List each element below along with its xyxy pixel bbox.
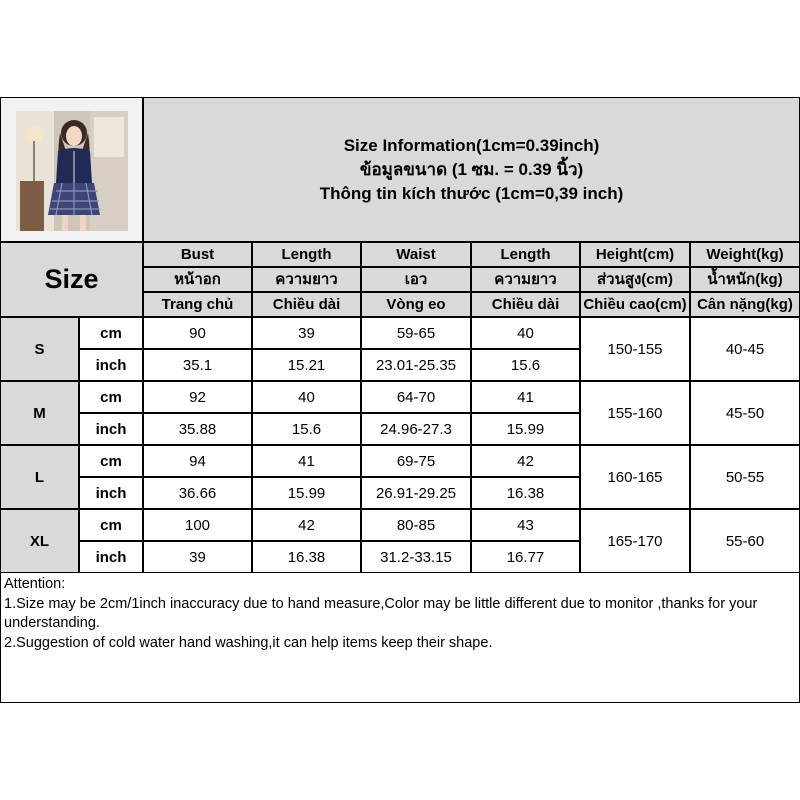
attention-notes <box>0 572 800 703</box>
size-s-cm-value: 39 <box>252 317 361 349</box>
col-length-en: Length <box>252 242 361 267</box>
title-thai: ข้อมูลขนาด (1 ซม. = 0.39 นิ้ว) <box>359 159 584 179</box>
size-s-unit-cm: cm <box>79 317 143 349</box>
col-length-th: ความยาว <box>252 267 361 292</box>
size-m-cm-value: 40 <box>252 381 361 413</box>
note-1: 1.Size may be 2cm/1inch inaccuracy due to hand measure,Color may be little different due to monitor ,thanks for your understanding. <box>4 595 758 632</box>
size-m-unit-cm: cm <box>79 381 143 413</box>
col-weight-th: น้ำหนัก(kg) <box>690 267 800 292</box>
col-bust-en: Bust <box>143 242 252 267</box>
note-heading: Attention: <box>4 576 66 592</box>
col-length-vi: Chiều dài <box>252 292 361 317</box>
size-s-cm-value: 90 <box>143 317 252 349</box>
size-xl-inch-value: 16.38 <box>252 541 361 573</box>
col-length2-vi: Chiều dài <box>471 292 580 317</box>
size-xl-inch-value: 16.77 <box>471 541 580 573</box>
title-vietnamese: Thông tin kích thước (1cm=0,39 inch) <box>319 183 624 203</box>
product-photo <box>0 97 143 242</box>
size-l-label: L <box>0 445 79 509</box>
size-s-cm-value: 59-65 <box>361 317 471 349</box>
size-m-height: 155-160 <box>580 381 690 445</box>
size-l-cm-value: 94 <box>143 445 252 477</box>
size-xl-inch-value: 39 <box>143 541 252 573</box>
col-height-th: ส่วนสูง(cm) <box>580 267 690 292</box>
size-xl-cm-value: 42 <box>252 509 361 541</box>
size-xl-unit-inch: inch <box>79 541 143 573</box>
size-m-inch-value: 15.99 <box>471 413 580 445</box>
size-m-cm-value: 64-70 <box>361 381 471 413</box>
col-waist-vi: Vòng eo <box>361 292 471 317</box>
size-m-inch-value: 24.96-27.3 <box>361 413 471 445</box>
col-height-vi: Chiều cao(cm) <box>580 292 690 317</box>
size-info-title <box>143 97 800 242</box>
size-l-height: 160-165 <box>580 445 690 509</box>
size-l-cm-value: 42 <box>471 445 580 477</box>
size-m-cm-value: 92 <box>143 381 252 413</box>
col-bust-th: หน้าอก <box>143 267 252 292</box>
size-s-cm-value: 40 <box>471 317 580 349</box>
size-s-label: S <box>0 317 79 381</box>
size-l-cm-value: 69-75 <box>361 445 471 477</box>
size-header: Size <box>0 242 143 317</box>
col-bust-vi: Trang chủ <box>143 292 252 317</box>
size-m-inch-value: 35.88 <box>143 413 252 445</box>
size-m-inch-value: 15.6 <box>252 413 361 445</box>
size-m-cm-value: 41 <box>471 381 580 413</box>
size-xl-height: 165-170 <box>580 509 690 573</box>
size-l-inch-value: 36.66 <box>143 477 252 509</box>
model-image <box>16 111 128 231</box>
size-xl-weight: 55-60 <box>690 509 800 573</box>
size-s-height: 150-155 <box>580 317 690 381</box>
size-s-unit-inch: inch <box>79 349 143 381</box>
col-weight-en: Weight(kg) <box>690 242 800 267</box>
size-s-inch-value: 15.21 <box>252 349 361 381</box>
title-english: Size Information(1cm=0.39inch) <box>343 135 600 155</box>
size-s-inch-value: 23.01-25.35 <box>361 349 471 381</box>
col-waist-th: เอว <box>361 267 471 292</box>
size-xl-cm-value: 80-85 <box>361 509 471 541</box>
col-length2-th: ความยาว <box>471 267 580 292</box>
size-l-inch-value: 15.99 <box>252 477 361 509</box>
size-s-weight: 40-45 <box>690 317 800 381</box>
size-l-cm-value: 41 <box>252 445 361 477</box>
col-height-en: Height(cm) <box>580 242 690 267</box>
size-l-unit-inch: inch <box>79 477 143 509</box>
size-m-label: M <box>0 381 79 445</box>
size-xl-label: XL <box>0 509 79 573</box>
size-l-inch-value: 16.38 <box>471 477 580 509</box>
size-l-weight: 50-55 <box>690 445 800 509</box>
size-s-inch-value: 35.1 <box>143 349 252 381</box>
size-xl-inch-value: 31.2-33.15 <box>361 541 471 573</box>
size-chart <box>0 97 800 703</box>
size-xl-unit-cm: cm <box>79 509 143 541</box>
size-l-unit-cm: cm <box>79 445 143 477</box>
col-weight-vi: Cân nặng(kg) <box>690 292 800 317</box>
col-length2-en: Length <box>471 242 580 267</box>
size-m-unit-inch: inch <box>79 413 143 445</box>
size-xl-cm-value: 100 <box>143 509 252 541</box>
size-xl-cm-value: 43 <box>471 509 580 541</box>
size-m-weight: 45-50 <box>690 381 800 445</box>
col-waist-en: Waist <box>361 242 471 267</box>
size-l-inch-value: 26.91-29.25 <box>361 477 471 509</box>
size-s-inch-value: 15.6 <box>471 349 580 381</box>
note-2: 2.Suggestion of cold water hand washing,it can help items keep their shape. <box>4 634 493 651</box>
